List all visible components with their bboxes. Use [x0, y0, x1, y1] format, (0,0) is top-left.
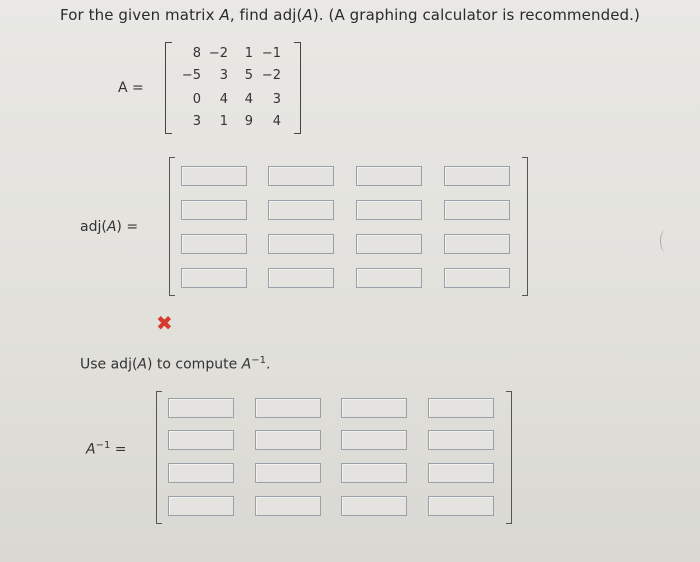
- inverse-input-r4c3[interactable]: [341, 496, 407, 516]
- adj-input-r1c4[interactable]: [444, 166, 510, 186]
- matrix-entry: 4: [244, 92, 253, 107]
- matrix-entry: 4: [272, 114, 281, 129]
- adj-input-r2c1[interactable]: [181, 200, 247, 220]
- matrix-entry: −1: [261, 46, 281, 61]
- matrix-entry: 1: [219, 114, 228, 129]
- question-text: For the given matrix A, find adj(A). (A graphing calculator is recommended.): [60, 6, 640, 24]
- matrix-a-label: A =: [118, 80, 144, 96]
- adj-input-r3c4[interactable]: [444, 234, 510, 254]
- inverse-input-r2c3[interactable]: [341, 430, 407, 450]
- adj-input-r2c2[interactable]: [268, 200, 334, 220]
- adj-input-r1c3[interactable]: [356, 166, 422, 186]
- given-matrix: [165, 42, 301, 134]
- inverse-input-r1c3[interactable]: [341, 398, 407, 418]
- matrix-entry: 3: [272, 92, 281, 107]
- matrix-entry: −5: [181, 68, 201, 83]
- adj-input-r1c1[interactable]: [181, 166, 247, 186]
- inverse-input-r3c1[interactable]: [168, 463, 234, 483]
- inverse-input-r4c1[interactable]: [168, 496, 234, 516]
- compute-instruction: Use adj(A) to compute $A^{-1}$.: [80, 355, 271, 373]
- matrix-entry: 4: [219, 92, 228, 107]
- inverse-input-r3c4[interactable]: [428, 463, 494, 483]
- adj-right-bracket: [522, 157, 528, 296]
- adj-input-r4c3[interactable]: [356, 268, 422, 288]
- matrix-entry: −2: [261, 68, 281, 83]
- inverse-input-r2c4[interactable]: [428, 430, 494, 450]
- adj-input-r4c2[interactable]: [268, 268, 334, 288]
- matrix-entry: 8: [192, 46, 201, 61]
- adj-input-r3c1[interactable]: [181, 234, 247, 254]
- left-bracket: [165, 42, 172, 134]
- adj-input-r2c3[interactable]: [356, 200, 422, 220]
- adj-left-bracket: [169, 157, 175, 296]
- inverse-input-r1c4[interactable]: [428, 398, 494, 418]
- matrix-entry: 3: [219, 68, 228, 83]
- adj-input-r2c4[interactable]: [444, 200, 510, 220]
- matrix-entry: 5: [244, 68, 253, 83]
- adj-input-r3c2[interactable]: [268, 234, 334, 254]
- inverse-input-r3c2[interactable]: [255, 463, 321, 483]
- matrix-entry: 9: [244, 114, 253, 129]
- adj-input-r4c1[interactable]: [181, 268, 247, 288]
- adj-input-r1c2[interactable]: [268, 166, 334, 186]
- right-bracket: [294, 42, 301, 134]
- inverse-label: $A^{-1}$ =: [86, 440, 127, 458]
- inverse-input-r1c1[interactable]: [168, 398, 234, 418]
- inverse-input-r1c2[interactable]: [255, 398, 321, 418]
- inverse-right-bracket: [506, 391, 512, 524]
- matrix-entry: −2: [208, 46, 228, 61]
- inverse-input-r3c3[interactable]: [341, 463, 407, 483]
- adj-label: adj(A) =: [80, 219, 139, 235]
- adj-input-r3c3[interactable]: [356, 234, 422, 254]
- inverse-input-r4c4[interactable]: [428, 496, 494, 516]
- incorrect-icon: ✖: [156, 311, 173, 335]
- inverse-input-r2c1[interactable]: [168, 430, 234, 450]
- adj-input-r4c4[interactable]: [444, 268, 510, 288]
- inverse-input-r4c2[interactable]: [255, 496, 321, 516]
- matrix-entry: 3: [192, 114, 201, 129]
- pencil-mark: [660, 230, 671, 252]
- matrix-entry: 0: [192, 92, 201, 107]
- matrix-entry: 1: [244, 46, 253, 61]
- inverse-input-r2c2[interactable]: [255, 430, 321, 450]
- inverse-left-bracket: [156, 391, 162, 524]
